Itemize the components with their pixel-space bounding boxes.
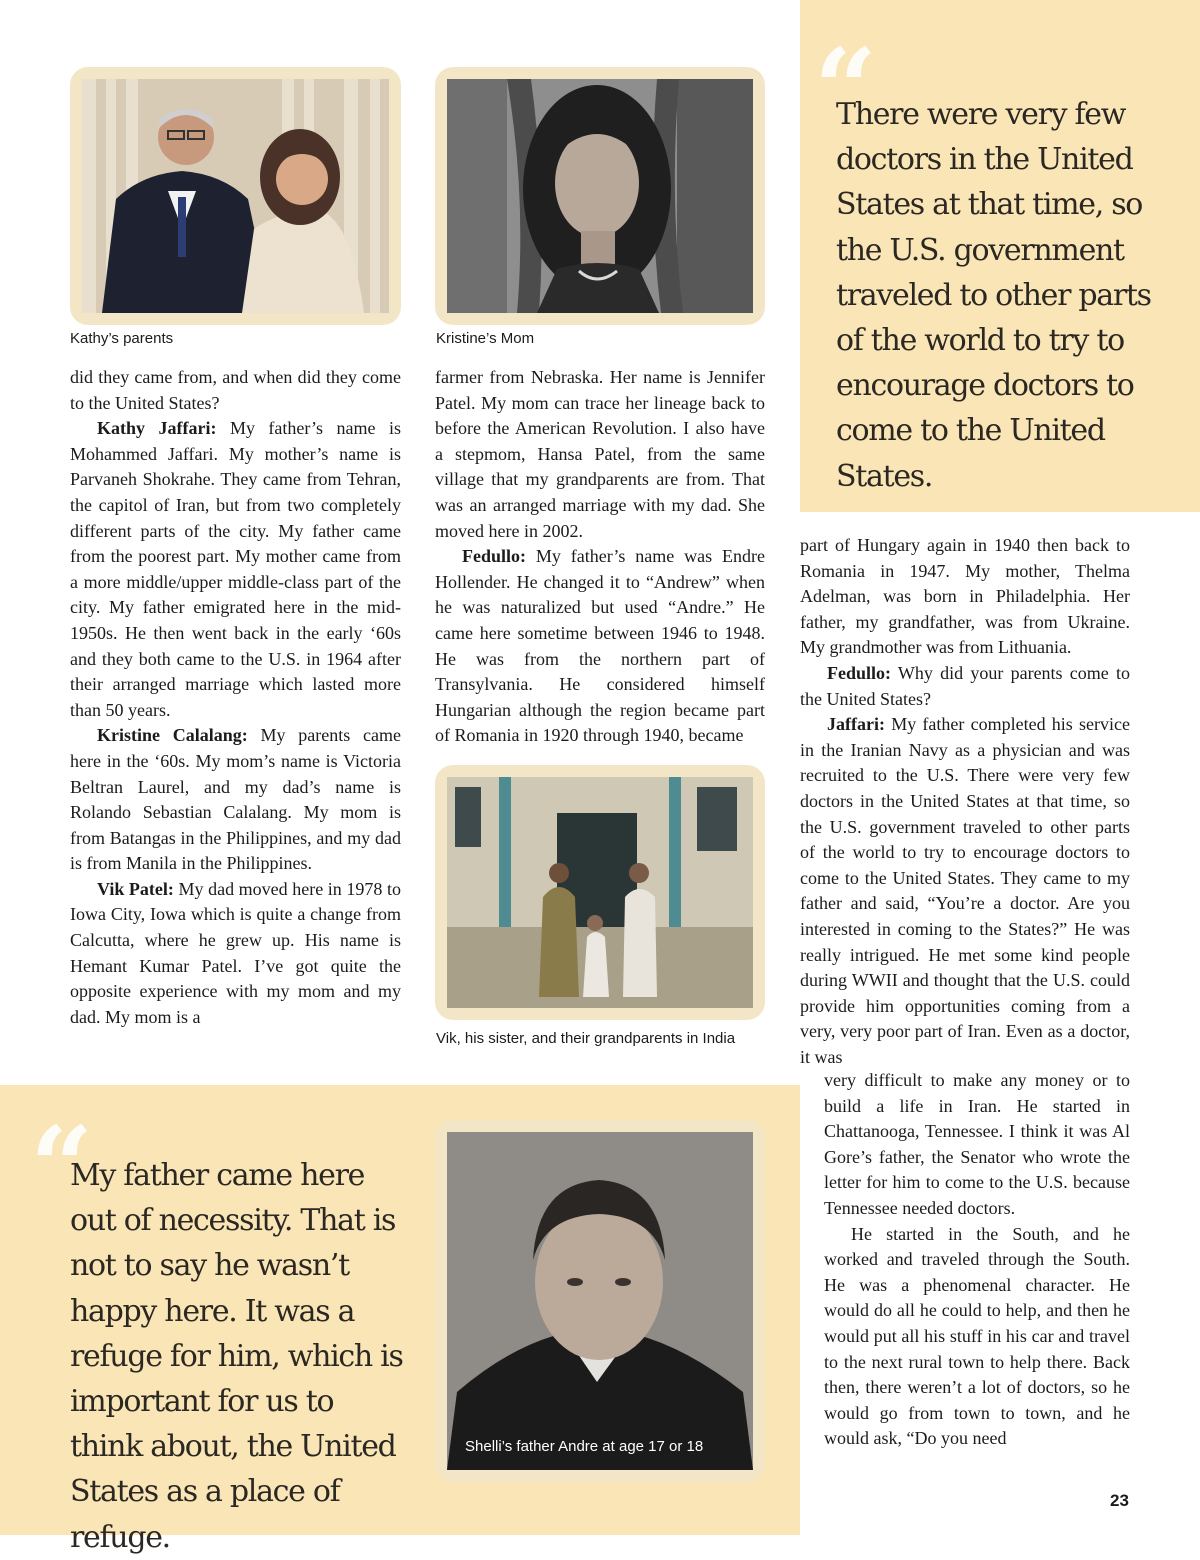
paragraph-text: Why did your parents come to the United States? xyxy=(800,662,1130,709)
paragraph: part of Hungary again in 1940 then back to Romania in 1947. My mother, Thelma Adelman, was born in Philadelphia. Her father, my grandfather, was from Ukraine. My grandmother was from Lithuania. xyxy=(800,535,1130,658)
paragraph: He started in the South, and he worked and traveled through the South. He was a phenomenal character. He would do all he could to help, and then he would put all his stuff in his car and travel to the next rural town to help there. Back then, there weren’t a lot of doctors, so he would go from town to town, and he would ask, “Do you need xyxy=(824,1223,1130,1449)
paragraph-text: My father’s name was Endre Hollender. He changed it to “Andrew” when he was naturalized but used “Andre.” He came here sometime between 1946 to 1948. He was from the northern part of Transylvania. He considered himself Hungarian although the region became part of Romania in 1920 through 1940, became xyxy=(435,546,765,746)
photo-kristines-mom xyxy=(435,67,765,325)
caption-kristines-mom: Kristine’s Mom xyxy=(436,330,535,347)
article-column-3 xyxy=(800,533,1130,1070)
paragraph: very difficult to make any money or to build a life in Iran. He started in Chattanooga, Tennessee. I think it was Al Gore’s father, the Senator who wrote the letter for him to come to the U.S. because Tennessee needed doctors. xyxy=(824,1070,1130,1218)
paragraph-text: My father’s name is Mohammed Jaffari. My mother’s name is Parvaneh Shokrahe. They came from Tehran, the capitol of Iran, but from two completely different parts of the city. My father came from the poorest part. My mother came from a more middle/upper middle-class part of the city. My father emigrated here in the mid-1950s. He then went back in the early ‘60s and they both came to the U.S. in 1964 after their arranged marriage which lasted more than 50 years. xyxy=(70,418,402,720)
paragraph-text: My dad moved here in 1978 to Iowa City, Iowa which is quite a change from Calcutta, where he grew up. His name is Hemant Kumar Patel. I’ve got quite the opposite experience with my mom and my dad. My mom is a xyxy=(70,878,401,1027)
paragraph xyxy=(70,723,401,877)
speaker-name: Vik Patel: xyxy=(97,878,174,899)
paragraph-text: My father completed his service in the Iranian Navy as a physician and was recruited to the U.S. There were very few doctors in the United States at that time, so the U.S. government traveled to other parts of the world to try to encourage doctors to come to the United States. They came to my father and said, “You’re a doctor. Are you interested in coming to the States?” He was really intrigued. He met some kind people during WWII and thought that the U.S. could provide him opportunities coming from a very, very poor part of Iran. Even as a doctor, it was xyxy=(800,714,1130,1067)
pull-quote-bottom: My father came here out of necessity. That is not to say he wasn’t happy here. It was a refuge for him, which is important for us to think about, the United States as a place of refuge. xyxy=(70,1158,403,1555)
page-number: 23 xyxy=(1110,1491,1129,1510)
speaker-name: Fedullo: xyxy=(827,662,892,683)
speaker-name: Kristine Calalang: xyxy=(97,725,248,746)
photo-andre xyxy=(435,1120,765,1482)
caption-andre: Shelli’s father Andre at age 17 or 18 xyxy=(465,1438,704,1455)
paragraph-text: My parents came here in the ‘60s. My mom’s name is Victoria Beltran Laurel, and my dad’s name is Rolando Sebastian Calalang. My mom is from Batangas in the Philippines, and my dad is from Manila in the Philippines. xyxy=(70,725,402,874)
article-column-1 xyxy=(70,365,401,1030)
paragraph: did they came from, and when did they come to the United States? xyxy=(70,367,401,413)
article-column-2 xyxy=(435,365,765,749)
paragraph xyxy=(70,416,401,723)
paragraph xyxy=(800,712,1130,1070)
paragraph xyxy=(800,661,1130,712)
quote-mark-icon: “ xyxy=(30,1102,94,1231)
pull-quote-top: There were very few doctors in the United States at that time, so the U.S. government traveled to other parts of the world to try to encourage doctors to come to the United States. xyxy=(836,97,1151,494)
paragraph: farmer from Nebraska. Her name is Jennifer Patel. My mom can trace her lineage back to before the American Revolution. I also have a stepmom, Hansa Patel, from the same village that my grandparents are from. That was an arranged marriage with my dad. She moved here in 2002. xyxy=(435,367,765,541)
caption-vik-family: Vik, his sister, and their grandparents in India xyxy=(436,1030,736,1047)
quote-mark-icon: “ xyxy=(814,24,878,153)
speaker-name: Jaffari: xyxy=(827,714,885,735)
article-column-4 xyxy=(824,1068,1130,1452)
paragraph xyxy=(435,544,765,749)
photo-kathys-parents xyxy=(70,67,401,325)
caption-kathys-parents: Kathy’s parents xyxy=(70,330,174,347)
speaker-name: Kathy Jaffari: xyxy=(97,418,217,439)
photo-vik-family xyxy=(435,765,765,1020)
paragraph xyxy=(70,877,401,1031)
speaker-name: Fedullo: xyxy=(462,546,527,567)
